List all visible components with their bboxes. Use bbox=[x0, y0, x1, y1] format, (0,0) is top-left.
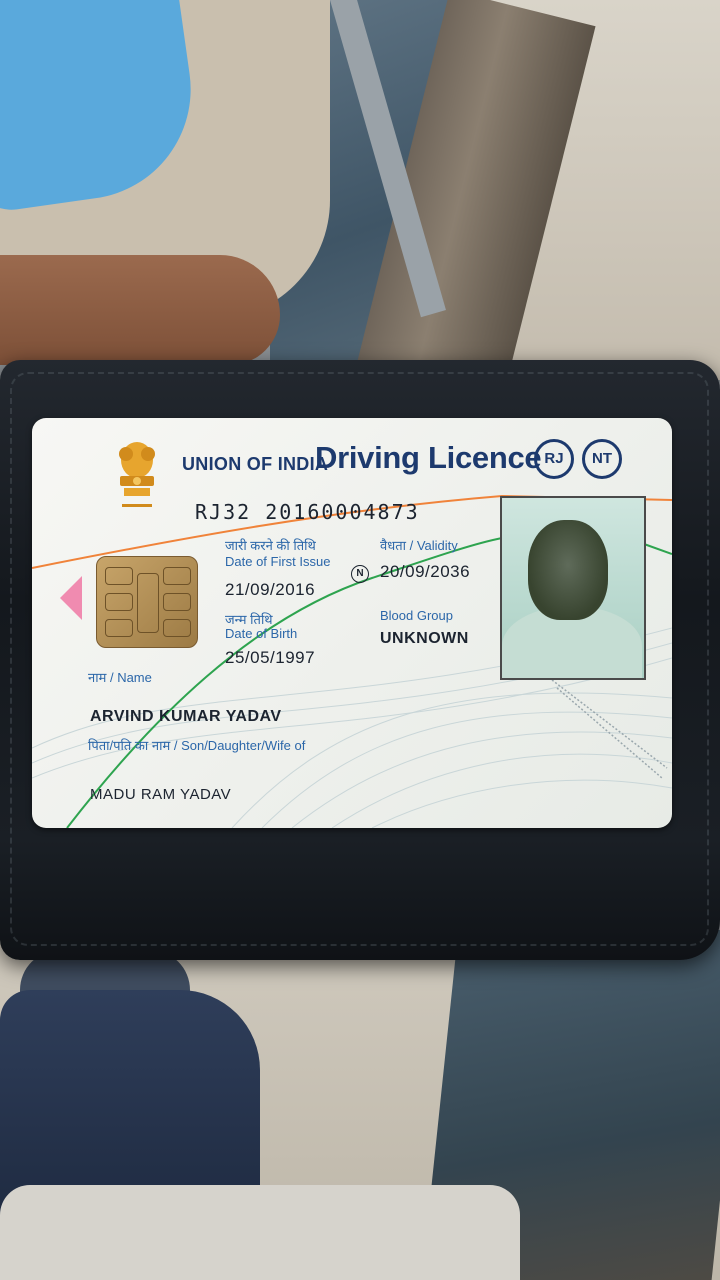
validity-marker: N bbox=[351, 565, 369, 583]
state-badge: RJ bbox=[534, 439, 574, 479]
name-label: नाम / Name bbox=[88, 670, 152, 685]
smart-chip-icon bbox=[96, 556, 198, 648]
licence-number: RJ32 20160004873 bbox=[195, 500, 420, 524]
blood-group-label: Blood Group bbox=[380, 608, 453, 623]
relation-name: MADU RAM YADAV bbox=[90, 786, 232, 803]
first-issue-label-hindi: जारी करने की तिथि bbox=[225, 538, 316, 553]
first-issue-date: 21/09/2016 bbox=[225, 580, 316, 599]
card-title: Driving Licence bbox=[315, 440, 542, 475]
first-issue-label: Date of First Issue bbox=[225, 554, 331, 569]
pink-triangle-mark bbox=[60, 576, 82, 620]
dob-value: 25/05/1997 bbox=[225, 648, 316, 667]
dob-label: Date of Birth bbox=[225, 626, 298, 641]
dob-label-hindi: जन्म तिथि bbox=[225, 612, 273, 627]
cloth bbox=[0, 1185, 520, 1280]
holder-photo bbox=[500, 496, 646, 680]
driving-licence-card bbox=[32, 418, 672, 828]
holder-name: ARVIND KUMAR YADAV bbox=[90, 708, 282, 725]
issuer-label: UNION OF INDIA bbox=[182, 454, 329, 474]
national-emblem-icon bbox=[112, 438, 162, 518]
finger bbox=[0, 255, 280, 365]
blood-group-value: UNKNOWN bbox=[380, 630, 469, 647]
photo-face bbox=[528, 520, 608, 620]
relation-label: पिता/पति का नाम / Son/Daughter/Wife of bbox=[88, 738, 306, 753]
validity-label: वैधता / Validity bbox=[380, 538, 458, 553]
validity-date: 20/09/2036 bbox=[380, 562, 471, 581]
type-badge: NT bbox=[582, 439, 622, 479]
